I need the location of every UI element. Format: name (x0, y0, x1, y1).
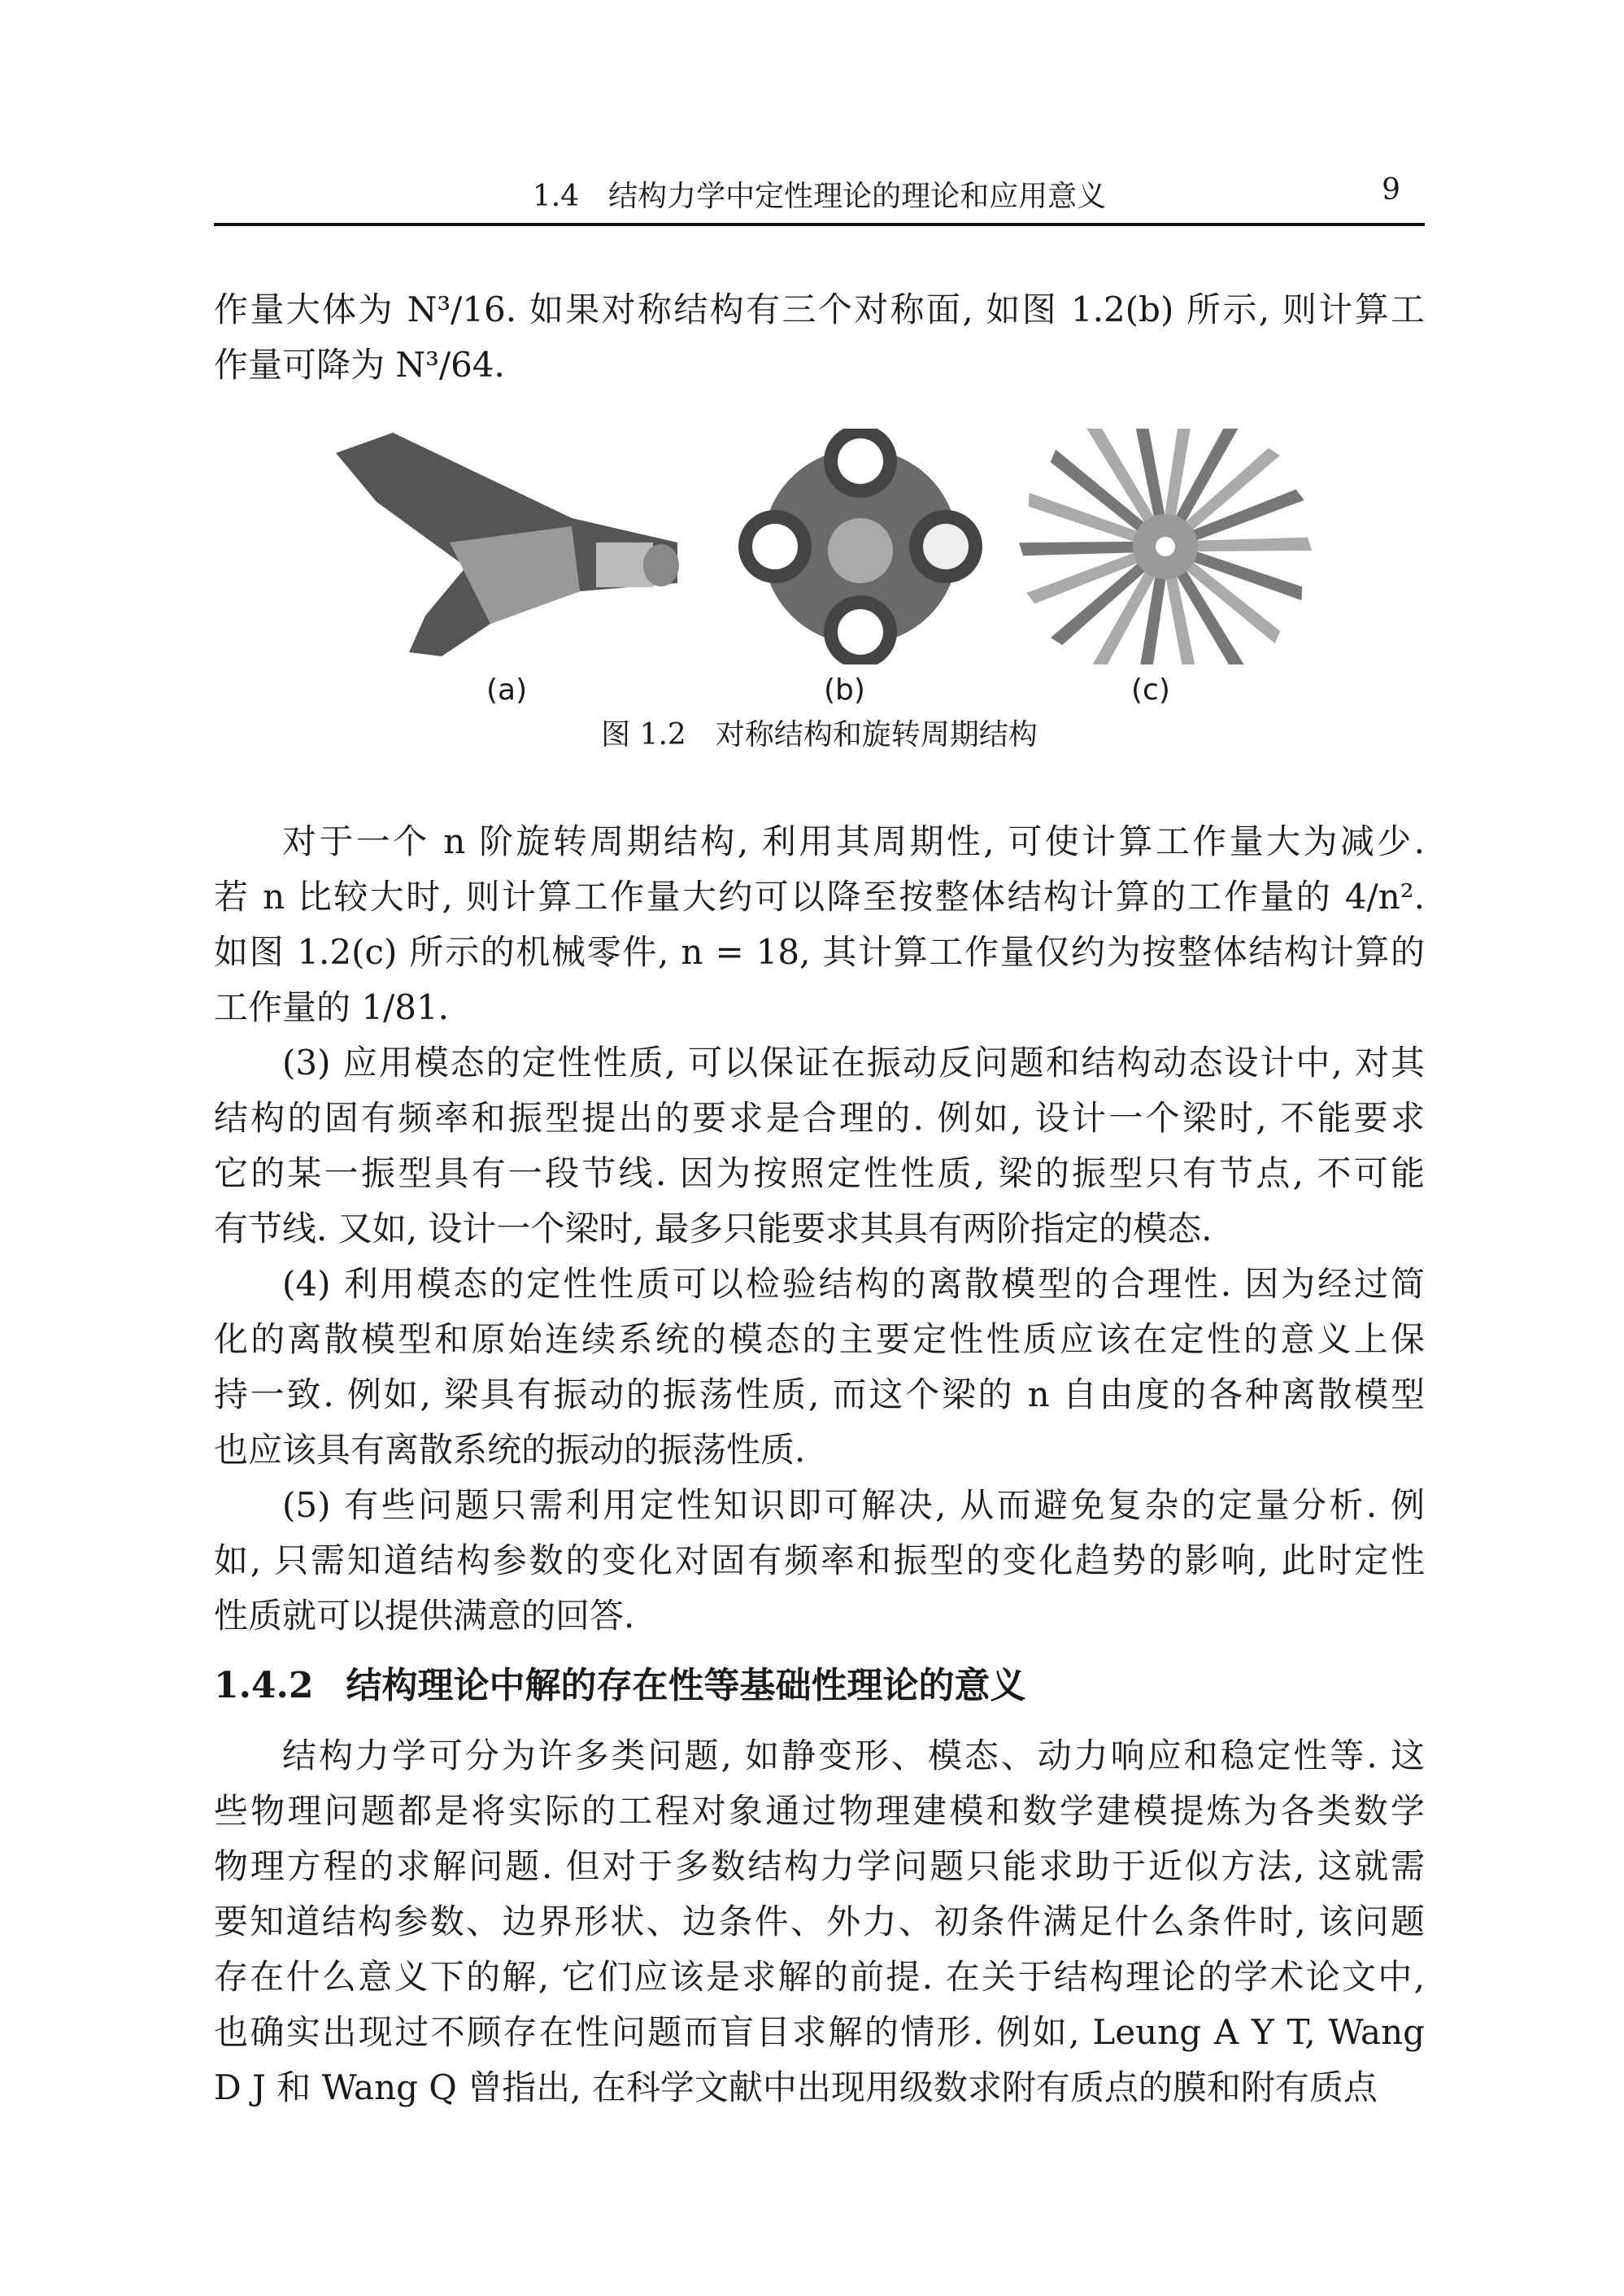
figure-a-label: (a) (486, 673, 528, 707)
figure-c-image (1015, 429, 1316, 664)
section-number: 1.4.2 (214, 1665, 314, 1706)
text-line: 对于一个 n 阶旋转周期结构, 利用其周期性, 可使计算工作量大为减少. (282, 821, 1425, 861)
figure-a-image (328, 429, 686, 664)
text-line: 性质就可以提供满意的回答. (214, 1596, 635, 1636)
paragraph (214, 1728, 1425, 2115)
text-line: D J 和 Wang Q 曾指出, 在科学文献中出现用级数求附有质点的膜和附有质点 (214, 2067, 1378, 2107)
page-number: 9 (1382, 173, 1400, 207)
paragraph-group (214, 1728, 1425, 2115)
section-heading (214, 1644, 1425, 1728)
figure-b-image (738, 429, 982, 664)
page-body (214, 282, 1425, 2115)
text-line: 作量可降为 N³/64. (214, 345, 505, 385)
text-line: 化的离散模型和原始连续系统的模态的主要定性性质应该在定性的意义上保 (214, 1319, 1425, 1359)
figure-b-label: (b) (824, 673, 865, 707)
text-line: 要知道结构参数、边界形状、边条件、外力、初条件满足什么条件时, 该问题 (214, 1902, 1425, 1941)
text-line: 如, 只需知道结构参数的变化对固有频率和振型的变化趋势的影响, 此时定性 (214, 1540, 1425, 1580)
text-line: 如图 1.2(c) 所示的机械零件, n = 18, 其计算工作量仅约为按整体结构计算的 (214, 932, 1425, 972)
text-line: 物理方程的求解问题. 但对于多数结构力学问题只能求助于近似方法, 这就需 (214, 1846, 1425, 1886)
paragraph (214, 1035, 1425, 1257)
paragraph (214, 1478, 1425, 1644)
header-section-title: 1.4 结构力学中定性理论的理论和应用意义 (532, 180, 1107, 213)
text-line: 结构力学可分为许多类问题, 如静变形、模态、动力响应和稳定性等. 这 (282, 1736, 1425, 1775)
figure-c-label: (c) (1131, 673, 1170, 707)
paragraph (214, 282, 1425, 393)
text-line: 也应该具有离散系统的振动的振荡性质. (214, 1430, 806, 1470)
text-line: (3) 应用模态的定性性质, 可以保证在振动反问题和结构动态设计中, 对其 (282, 1043, 1425, 1083)
text-line: 些物理问题都是将实际的工程对象通过物理建模和数学建模提炼为各类数学 (214, 1791, 1425, 1831)
paragraph-group (214, 814, 1425, 1644)
running-header (214, 167, 1425, 216)
text-line: 作量大体为 N³/16. 如果对称结构有三个对称面, 如图 1.2(b) 所示, 则计算工 (214, 290, 1425, 329)
figure-caption: 图 1.2 对称结构和旋转周期结构 (601, 718, 1038, 752)
text-line: 也确实出现过不顾存在性问题而盲目求解的情形. 例如, Leung A Y T, Wang (214, 2012, 1425, 2052)
text-line: 存在什么意义下的解, 它们应该是求解的前提. 在关于结构理论的学术论文中, (214, 1957, 1425, 1997)
figure-1-2 (214, 393, 1425, 814)
text-line: (5) 有些问题只需利用定性知识即可解决, 从而避免复杂的定量分析. 例 (282, 1485, 1425, 1525)
text-line: 它的某一振型具有一段节线. 因为按照定性性质, 梁的振型只有节点, 不可能 (214, 1153, 1425, 1193)
text-line: 持一致. 例如, 梁具有振动的振荡性质, 而这个梁的 n 自由度的各种离散模型 (214, 1375, 1425, 1414)
text-line: 结构的固有频率和振型提出的要求是合理的. 例如, 设计一个梁时, 不能要求 (214, 1098, 1425, 1138)
text-line: 工作量的 1/81. (214, 987, 450, 1027)
text-line: 有节线. 又如, 设计一个梁时, 最多只能要求其具有两阶指定的模态. (214, 1209, 1213, 1248)
text-line: (4) 利用模态的定性性质可以检验结构的离散模型的合理性. 因为经过简 (282, 1264, 1425, 1304)
section-title: 结构理论中解的存在性等基础性理论的意义 (346, 1665, 1026, 1706)
paragraph (214, 1257, 1425, 1478)
paragraph (214, 814, 1425, 1035)
text-line: 若 n 比较大时, 则计算工作量大约可以降至按整体结构计算的工作量的 4/n². (214, 877, 1425, 917)
header-rule (214, 223, 1425, 226)
